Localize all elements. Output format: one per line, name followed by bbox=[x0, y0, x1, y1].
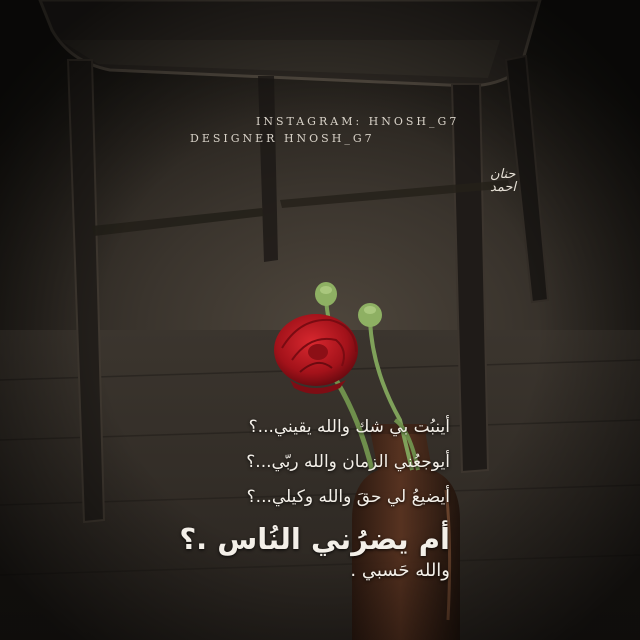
signature-logo: حنان احمد bbox=[490, 167, 516, 195]
poem-closing-line: أم يضرُني النُاس .؟ bbox=[179, 522, 450, 556]
designer-credit: DESIGNER HNOSH_G7 bbox=[190, 132, 375, 145]
poem-verse: أيضيعُ لي حقَ والله وكيلي...؟ bbox=[246, 487, 450, 507]
poem-verse: أينبُت بي شك والله يقيني...؟ bbox=[248, 417, 450, 437]
instagram-credit: INSTAGRAM: HNOSH_G7 bbox=[256, 115, 460, 128]
poem-verse: أيوجعُني الزمان والله ربّي...؟ bbox=[246, 452, 450, 472]
poem-text bbox=[110, 410, 450, 583]
poem-final-line: والله حَسبي . bbox=[350, 560, 450, 581]
